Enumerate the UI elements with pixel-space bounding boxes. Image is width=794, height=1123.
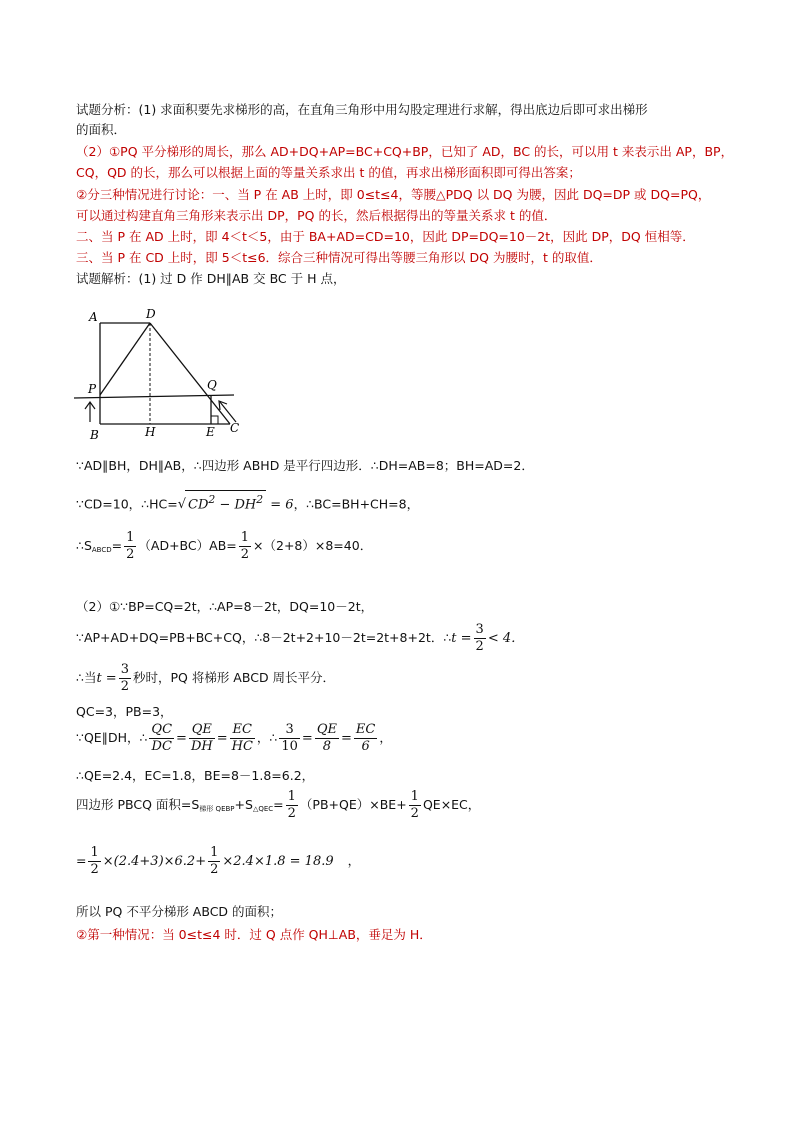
analysis-line-8: 三、当 P 在 CD 上时，即 5＜t≤6．综合三种情况可得出等腰三角形以 DQ 为腰时，t 的取值．	[76, 250, 602, 265]
fraction-half: $\frac{1}{2}$	[126, 530, 135, 562]
analysis-line-6: 可以通过构建直角三角形来表示出 DP，PQ 的长，然后根据得出的等量关系求 t 的值．	[76, 208, 557, 223]
edge-dc	[150, 323, 230, 424]
solution-line-6: ∴当t = $\frac{3}{2}$ 秒时，PQ 将梯形 ABCD 周长平分．	[76, 662, 336, 694]
fraction-ec-6: $\frac{EC}{6}$	[355, 722, 376, 754]
analysis-line-1: 试题分析：(1) 求面积要先求梯形的高，在直角三角形中用勾股定理进行求解，得出底边后即可求出梯形	[76, 102, 648, 117]
label-q: Q	[207, 378, 217, 392]
label-d: D	[146, 307, 156, 321]
solution-line-1: ∵AD∥BH，DH∥AB，∴四边形 ABHD 是平行四边形．∴DH=AB=8；BH=AD=2．	[76, 458, 534, 473]
analysis-line-7: 二、当 P 在 AD 上时，即 4＜t＜5，由于 BA+AD=CD=10，因此 DP=DQ=10－2t，因此 DP，DQ 恒相等．	[76, 229, 695, 244]
trapezoid-figure	[70, 300, 250, 450]
solution-line-13: ②第一种情况：当 0≤t≤4 时．过 Q 点作 QH⊥AB，垂足为 H．	[76, 927, 432, 942]
fraction-ec-hc: $\frac{EC}{HC}$	[231, 722, 253, 754]
solution-line-10: 四边形 PBCQ 面积$=S_{梯形 QEBP}+S_{\triangle QEC}=$ $\frac{1}{2}$ （PB+QE）×BE+ $\frac{1}{2}$ QE×EC，	[76, 789, 481, 821]
arrow-q	[220, 402, 236, 422]
fraction-3-10: $\frac{3}{10}$	[281, 722, 298, 754]
fraction-half: $\frac{1}{2}$	[287, 789, 296, 821]
solution-line-9: ∴QE=2.4，EC=1.8，BE=8－1.8=6.2，	[76, 768, 315, 783]
fraction-half: $\frac{1}{2}$	[90, 845, 99, 877]
solution-line-5: ∵AP+AD+DQ=PB+BC+CQ，∴8－2t+2+10－2t=2t+8+2t．∴t = $\frac{3}{2}$ < 4．	[76, 622, 525, 654]
segment-pq	[74, 395, 234, 398]
segment-pd	[100, 323, 150, 395]
fraction-half: $\frac{1}{2}$	[410, 789, 419, 821]
solution-line-3: $\therefore S_{ABCD}=$ $\frac{1}{2}$ （AD+BC）AB= $\frac{1}{2}$ ×（2+8）×8=40．	[76, 530, 373, 562]
label-c: C	[230, 421, 240, 435]
analysis-line-5: ②分三种情况进行讨论：一、当 P 在 AB 上时，即 0≤t≤4，等腰△PDQ 以 DQ 为腰，因此 DQ=DP 或 DQ=PQ，	[76, 187, 711, 202]
fraction-half: $\frac{1}{2}$	[210, 845, 219, 877]
label-b: B	[90, 428, 99, 442]
solution-line-7: QC=3，PB=3，	[76, 704, 173, 719]
label-h: H	[145, 425, 156, 439]
solution-line-4: （2）①∵BP=CQ=2t，∴AP=8－2t，DQ=10－2t，	[76, 599, 374, 614]
analysis-line-4: CQ，QD 的长，那么可以根据上面的等量关系求出 t 的值，再求出梯形面积即可得出答案；	[76, 165, 581, 180]
fraction-qc-dc: $\frac{QC}{DC}$	[151, 722, 173, 754]
analysis-line-3: （2）①PQ 平分梯形的周长，那么 AD+DQ+AP=BC+CQ+BP，已知了 AD，BC 的长，可以用 t 来表示出 AP，BP，	[76, 144, 734, 159]
solution-line-2: ∵CD=10，∴HC=√ $CD^2 - DH^2 = 6$，∴BC=BH+CH=8，	[76, 490, 419, 514]
solution-line-8: ∵QE∥DH，∴ $\frac{QC}{DC}$ = $\frac{QE}{DH}$ = $\frac{EC}{HC}$ ，∴ $\frac{3}{10}$ = $\frac{QE}{8}$ = $\frac{EC}{6}$ ，	[76, 722, 392, 754]
analysis-line-2: 的面积．	[76, 122, 127, 137]
fraction-qe-8: $\frac{QE}{8}$	[316, 722, 337, 754]
fraction-three-halves: $\frac{3}{2}$	[475, 622, 484, 654]
fraction-three-halves: $\frac{3}{2}$	[120, 662, 129, 694]
fraction-half: $\frac{1}{2}$	[240, 530, 250, 562]
label-p: P	[88, 382, 97, 396]
label-e: E	[206, 425, 215, 439]
solution-line-11: = $\frac{1}{2}$ ×(2.4+3)×6.2+ $\frac{1}{2}$ ×2.4×1.8 = 18.9 ，	[76, 845, 361, 877]
fraction-qe-dh: $\frac{QE}{DH}$	[190, 722, 213, 754]
solution-heading: 试题解析：(1) 过 D 作 DH∥AB 交 BC 于 H 点，	[76, 271, 346, 286]
right-angle-mark	[211, 416, 218, 424]
label-a: A	[89, 310, 98, 324]
solution-line-12: 所以 PQ 不平分梯形 ABCD 的面积；	[76, 904, 283, 919]
